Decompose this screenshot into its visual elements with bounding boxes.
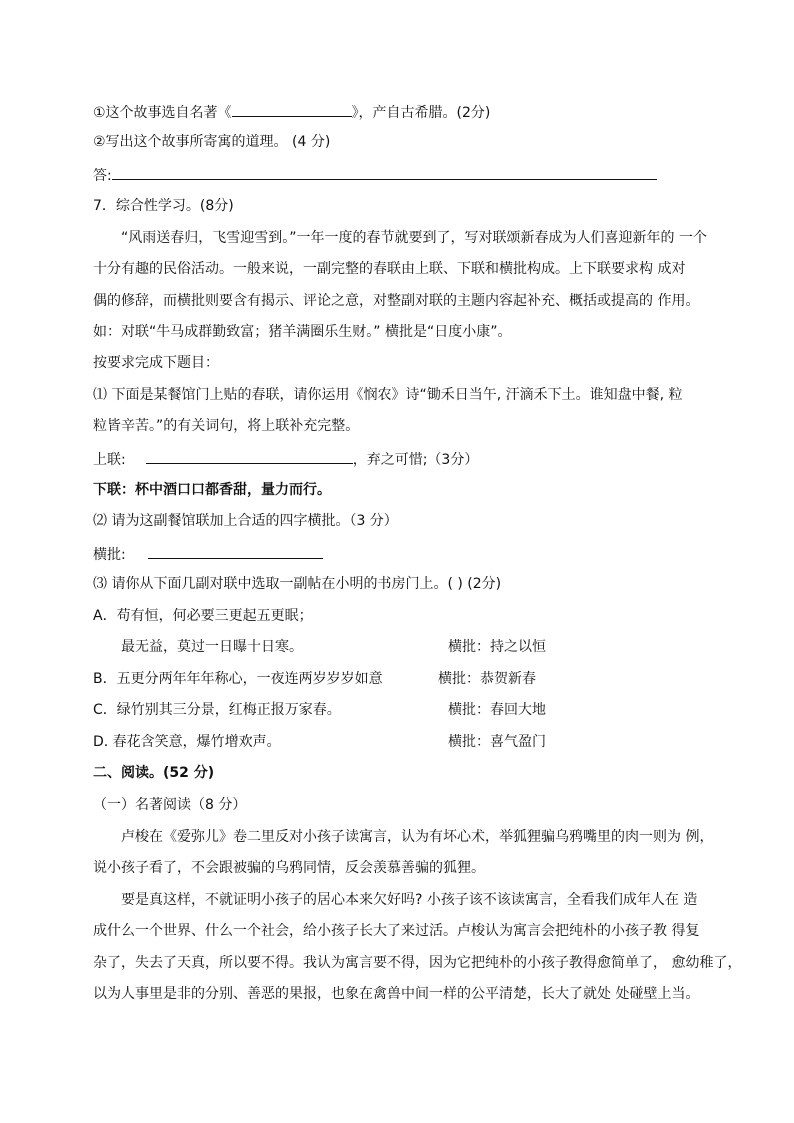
q6-answer [93,164,657,186]
upper-couplet-blank[interactable] [146,448,353,464]
q7-part3: ⑶ 请你从下面几副对联中选取一副帖在小明的书房门上。( ) (2分) [93,576,502,592]
option-a-line1: A．苟有恒，何必要三更起五更眠； [93,608,313,624]
answer-label: 答: [93,168,112,184]
option-d: D. 春花含笑意，爆竹增欢声。 [93,734,281,750]
reading-line-5: 杂了，失去了天真，所以要不得。我认为寓言要不得，因为它把纯朴的小孩子教得愈简单了， 愈幼稚了， [93,955,742,971]
q7-part2: ⑵ 请为这副餐馆联加上合适的四字横批。（3 分） [93,513,398,529]
reading-line-6: 以为人事里是非的分别、善恶的果报，也象在禽兽中间一样的公平清楚，长大了就处 处碰壁上当。 [93,986,700,1002]
reading-line-1: 卢梭在《爱弥儿》卷二里反对小孩子读寓言，认为有坏心术，举狐狸骗乌鸦嘴里的肉一则为 例， [121,829,714,845]
option-b-hengpi: 横批：恭贺新春 [438,671,536,687]
hengpi-line [93,543,323,565]
q7-heading: 7．综合性学习。(8分) [93,198,234,214]
book-title-blank[interactable] [232,101,352,117]
hengpi-blank[interactable] [148,543,323,559]
reading-line-3: 要是真这样，不就证明小孩子的居心本来欠好吗? 小孩子该不该读寓言，全看我们成年人在 造 [121,892,698,908]
reading-sub-heading: （一）名著阅读（8 分） [93,797,247,813]
option-c-hengpi: 横批：春回大地 [448,702,546,718]
upper-label: 上联: [93,452,126,468]
q7-part1-line1: ⑴ 下面是某餐馆门上贴的春联，请你运用《悯农》诗“锄禾日当午, 汗滴禾下土。谁知盘中餐, 粒 [93,387,683,403]
q6-sub2: ②写出这个故事所寄寓的道理。 (4 分) [93,134,331,150]
option-a-hengpi: 横批：持之以恒 [448,639,546,655]
option-a-line2: 最无益，莫过一日曝十日寒。 [121,639,303,655]
q6-sub1-pre: ①这个故事选自名著《 [93,105,232,121]
reading-heading: 二、阅读。(52 分) [93,765,215,781]
q7-para-line-3: 偶的修辞，而横批则要含有揭示、评论之意，对整副对联的主题内容起补充、概括或提高的 作用。 [93,293,700,309]
hengpi-label: 横批: [93,547,126,563]
reading-line-4: 成什么一个世界、什么一个社会，给小孩子长大了来过活。卢梭认为寓言会把纯朴的小孩子教 得复 [93,923,700,939]
option-d-hengpi: 横批：喜气盈门 [448,734,546,750]
q6-sub1-post: 》，产自古希腊。(2分) [351,105,491,121]
answer-blank[interactable] [112,164,657,180]
q7-para-line-1: “风雨送春归，飞雪迎雪到。”一年一度的春节就要到了，写对联颂新春成为人们喜迎新年的 一个 [121,230,707,246]
reading-line-2: 说小孩子看了，不会跟被骗的乌鸦同情，反会羡慕善骗的狐狸。 [93,860,485,876]
upper-tail: ，弃之可惜;（3分） [352,452,479,468]
q7-para-line-4: 如：对联“牛马成群勤致富；猪羊满圈乐生财。” 横批是“日度小康”。 [93,324,512,340]
upper-couplet [93,448,478,470]
q7-instruction: 按要求完成下题目： [93,355,219,371]
option-c: C．绿竹别其三分景，红梅正报万家春。 [93,702,341,718]
q7-para-line-2: 十分有趣的民俗活动。一般来说，一副完整的春联由上联、下联和横批构成。上下联要求构 成对 [93,261,686,277]
q7-part1-line2: 粒皆辛苦。”的有关词句，将上联补充完整。 [93,418,360,434]
q6-sub1 [93,101,490,123]
lower-couplet: 下联：杯中酒口口都香甜，量力而行。 [93,482,331,498]
option-b: B．五更分两年年年称心，一夜连两岁岁岁如意 [93,671,383,687]
